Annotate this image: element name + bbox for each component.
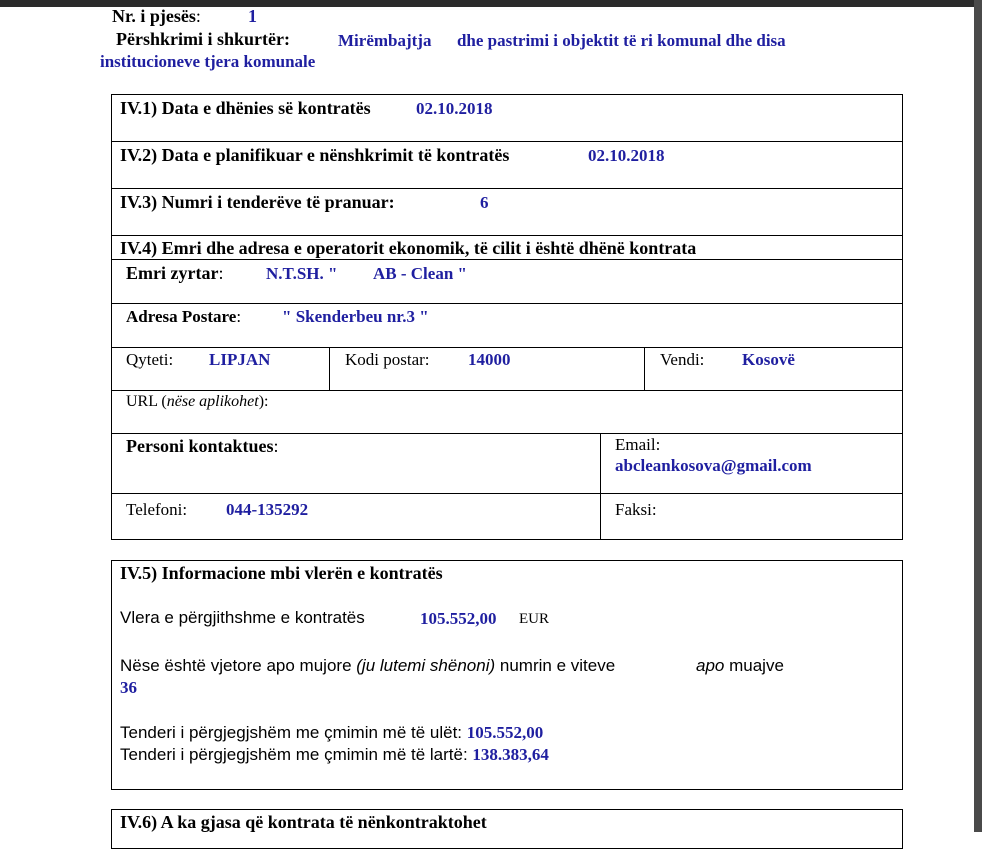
divider — [600, 433, 601, 540]
url-label-italic: nëse aplikohet — [166, 393, 259, 410]
official-name-label: Emri zyrtar — [126, 263, 219, 283]
part-number-row — [112, 6, 201, 27]
postcode-value: 14000 — [468, 350, 511, 369]
divider — [111, 141, 903, 142]
total-value: 105.552,00 — [420, 609, 497, 628]
annual-text — [120, 656, 615, 676]
divider — [111, 433, 903, 434]
annual-months-text: muajve — [724, 656, 784, 675]
annual-text-italic: (ju lutemi shënoni) — [356, 656, 496, 675]
lowest-tender-label: Tenderi i përgjegjshëm me çmimin më të ulët: — [120, 723, 463, 742]
postal-address-value: " Skenderbeu nr.3 " — [282, 307, 429, 326]
divider — [644, 347, 645, 390]
contact-person-label: Personi kontaktues — [126, 436, 274, 456]
short-description-value-line2: institucioneve tjera komunale — [100, 52, 316, 71]
postcode-label: Kodi postar: — [345, 350, 430, 369]
iv3-label: IV.3) Numri i tenderëve të pranuar: — [120, 192, 395, 212]
url-label-post: ): — [258, 393, 269, 410]
official-name-value-2: AB - Clean " — [373, 264, 467, 283]
annual-months — [696, 656, 784, 676]
iv1-value: 02.10.2018 — [416, 99, 493, 118]
highest-tender-label: Tenderi i përgjegjshëm me çmimin më të lartë: — [120, 745, 468, 764]
official-name-row — [126, 263, 223, 284]
country-label: Vendi: — [660, 350, 705, 369]
annual-text-post: numrin e viteve — [495, 656, 616, 675]
short-description-value-line1: Mirëmbajtja dhe pastrimi i objektit të ri komunal dhe disa — [338, 31, 786, 50]
annual-text-pre: Nëse është vjetore apo mujore — [120, 656, 357, 675]
total-value-label: Vlera e përgjithshme e kontratës — [120, 608, 365, 627]
email-label: Email: — [615, 435, 661, 454]
divider — [111, 259, 903, 260]
url-label — [126, 393, 268, 411]
iv5-label: IV.5) Informacione mbi vlerën e kontratës — [120, 563, 443, 583]
currency: EUR — [519, 611, 549, 627]
divider — [111, 390, 903, 391]
divider — [329, 347, 330, 390]
postal-address-label: Adresa Postare — [126, 307, 237, 326]
viewer-scrollbar[interactable] — [974, 0, 982, 832]
annual-value: 36 — [120, 678, 137, 697]
lowest-tender-row — [120, 723, 543, 743]
url-label-pre: URL ( — [126, 393, 167, 410]
part-number-colon: : — [195, 6, 201, 26]
divider — [111, 493, 903, 494]
contact-person-colon: : — [273, 436, 279, 456]
phone-value: 044-135292 — [226, 500, 309, 519]
highest-tender-value: 138.383,64 — [472, 745, 549, 764]
official-name-colon: : — [218, 263, 224, 283]
iv1-label: IV.1) Data e dhënies së kontratës — [120, 98, 371, 118]
iv6-label: IV.6) A ka gjasa që kontrata të nënkontraktohet — [120, 812, 487, 832]
contact-person-row — [126, 436, 279, 457]
email-value[interactable]: abcleankosova@gmail.com — [615, 456, 812, 475]
city-value: LIPJAN — [209, 350, 271, 369]
highest-tender-row — [120, 745, 549, 765]
postal-address-row — [126, 307, 241, 327]
official-name-value-1: N.T.SH. " — [266, 264, 338, 283]
part-number-value: 1 — [248, 6, 257, 26]
postal-address-colon: : — [236, 307, 242, 326]
iv2-value: 02.10.2018 — [588, 146, 665, 165]
divider — [111, 347, 903, 348]
fax-label: Faksi: — [615, 500, 657, 519]
phone-label: Telefoni: — [126, 500, 188, 519]
iv3-value: 6 — [480, 193, 489, 212]
iv2-label: IV.2) Data e planifikuar e nënshkrimit të kontratës — [120, 145, 510, 165]
short-description-label: Përshkrimi i shkurtër: — [116, 29, 290, 49]
iv4-label: IV.4) Emri dhe adresa e operatorit ekonomik, të cilit i është dhënë kontrata — [120, 238, 697, 258]
annual-apo: apo — [696, 656, 725, 675]
divider — [111, 235, 903, 236]
country-value: Kosovë — [742, 350, 795, 369]
divider — [111, 303, 903, 304]
lowest-tender-value: 105.552,00 — [466, 723, 544, 742]
part-number-label: Nr. i pjesës — [112, 6, 196, 26]
city-label: Qyteti: — [126, 350, 174, 369]
divider — [111, 188, 903, 189]
